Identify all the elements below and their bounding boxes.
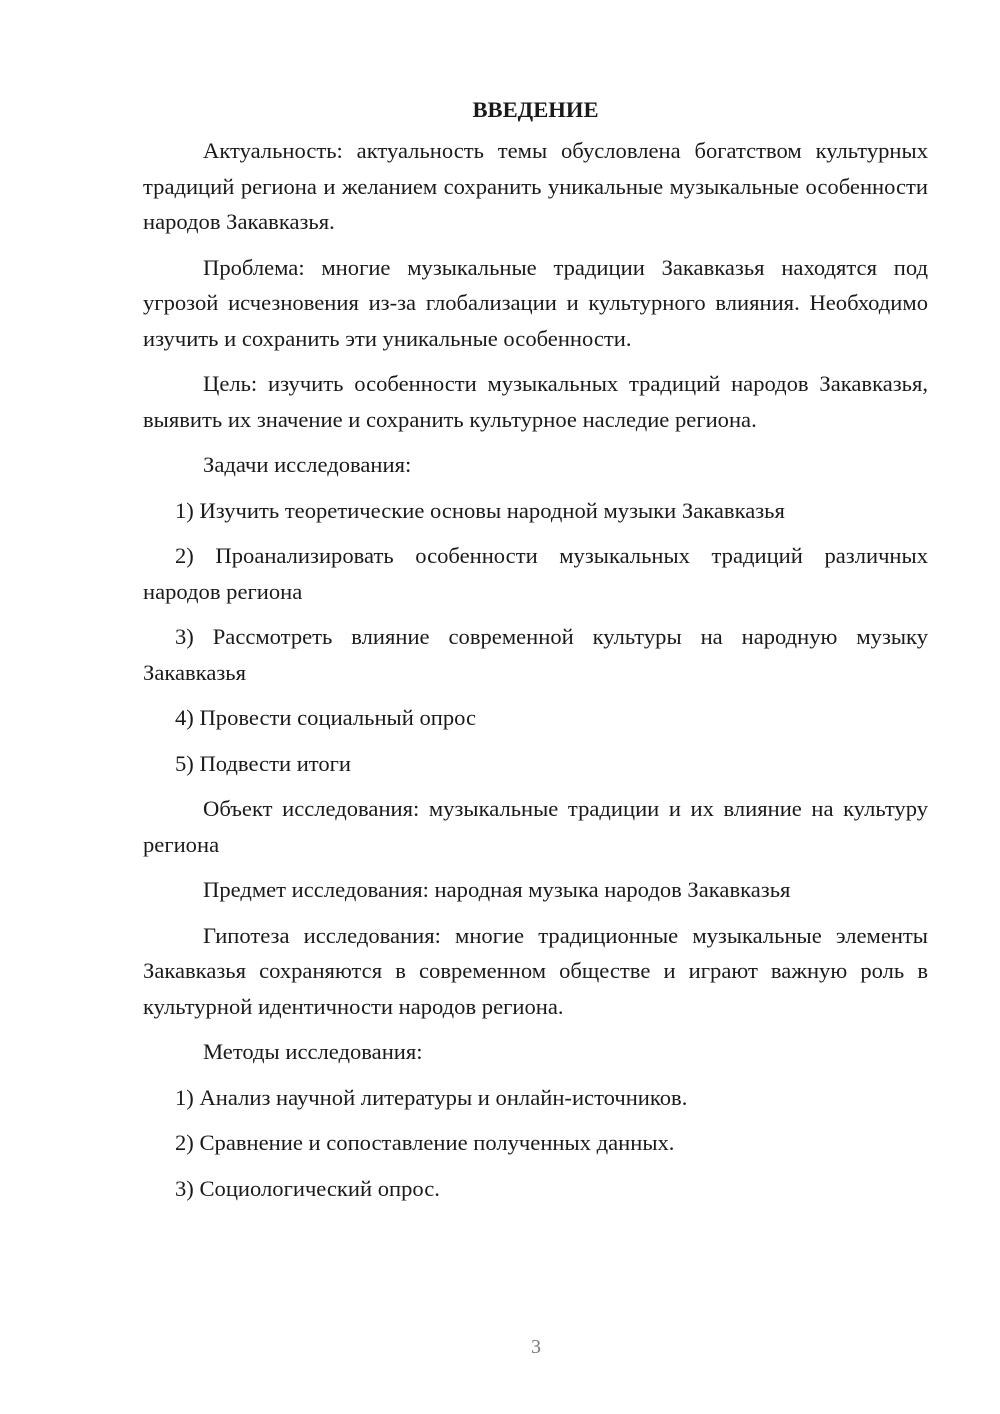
task-item: 2) Проанализировать особенности музыкальных традиций различных народов региона	[143, 543, 928, 604]
task-item: 5) Подвести итоги	[175, 750, 352, 776]
problem-paragraph: Проблема: многие музыкальные традиции Закавказья находятся под угрозой исчезновения из-за глобализации и культурного влияния. Необходимо изучить и сохранить эти уникальные особенности.	[143, 254, 928, 351]
tasks-heading: Задачи исследования:	[203, 452, 412, 477]
method-item: 3) Социологический опрос.	[175, 1175, 440, 1201]
section-title: ВВЕДЕНИЕ	[472, 97, 599, 122]
method-item: 2) Сравнение и сопоставление полученных данных.	[175, 1130, 675, 1155]
task-item: 3) Рассмотреть влияние современной культуры на народную музыку Закавказья	[143, 624, 928, 685]
methods-heading: Методы исследования:	[203, 1039, 423, 1064]
task-item: 4) Провести социальный опрос	[175, 705, 477, 730]
object-paragraph: Объект исследования: музыкальные традиции и их влияние на культуру региона	[143, 796, 928, 857]
task-item: 1) Изучить теоретические основы народной музыки Закавказья	[175, 497, 785, 523]
page-number: 3	[531, 1336, 541, 1358]
goal-paragraph: Цель: изучить особенности музыкальных традиций народов Закавказья, выявить их значение и сохранить культурное наследие региона.	[143, 371, 928, 432]
method-item: 1) Анализ научной литературы и онлайн-источников.	[175, 1084, 688, 1110]
page-content	[143, 92, 928, 1216]
subject-paragraph: Предмет исследования: народная музыка народов Закавказья	[203, 877, 791, 902]
relevance-paragraph: Актуальность: актуальность темы обусловлена богатством культурных традиций региона и желанием сохранить уникальные музыкальные особенности народов Закавказья.	[143, 138, 928, 234]
hypothesis-paragraph: Гипотеза исследования: многие традиционные музыкальные элементы Закавказья сохраняются в современном обществе и играют важную роль в культурной идентичности народов региона.	[143, 922, 928, 1019]
